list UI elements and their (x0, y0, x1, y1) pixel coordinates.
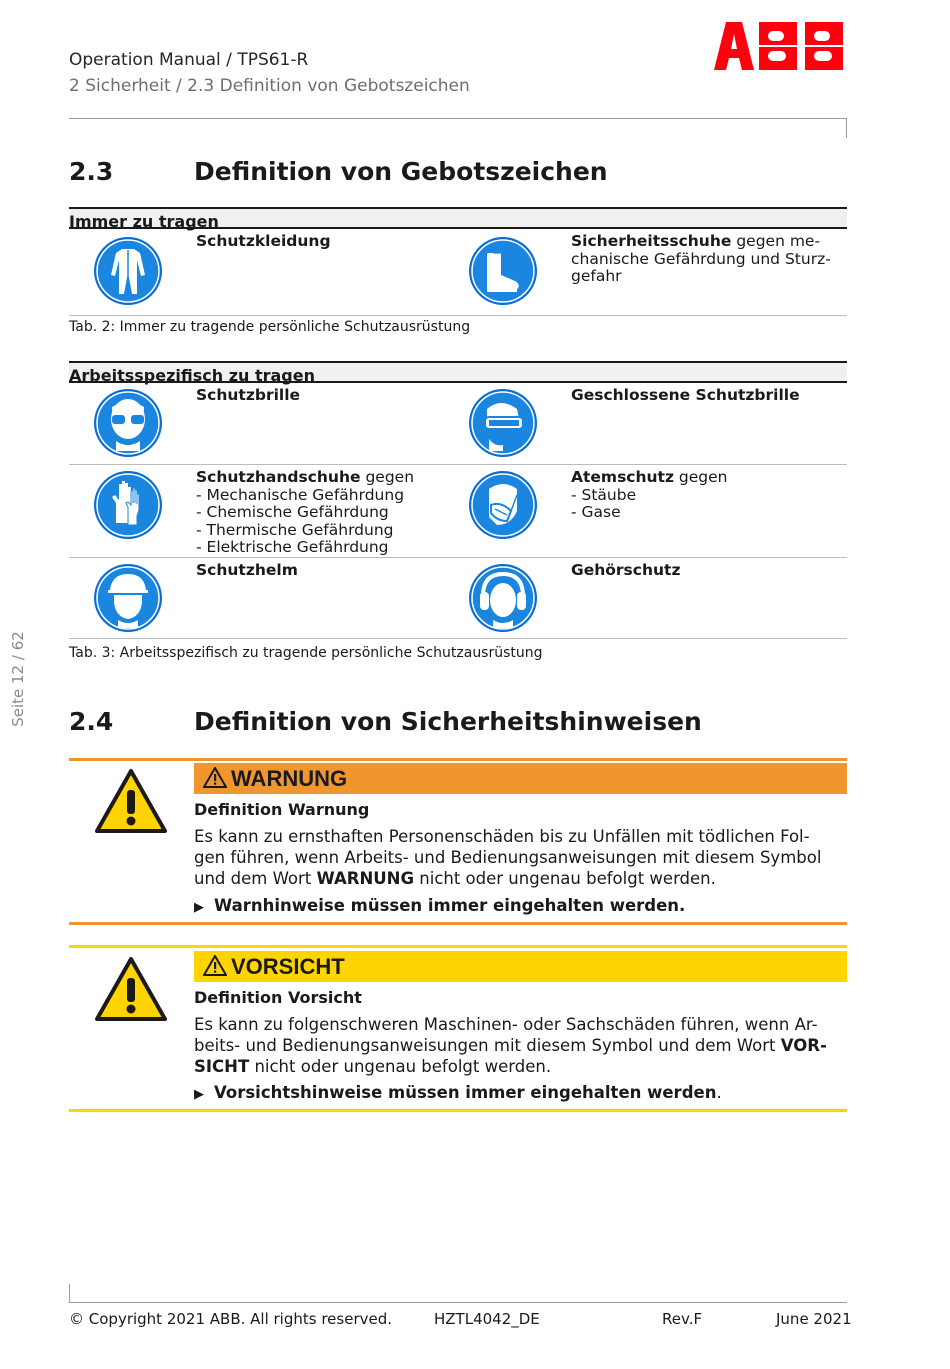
header-rule (69, 118, 847, 119)
caution-note: ▶ Vorsichtshinweise müssen immer eingehalten werden. (194, 1083, 722, 1102)
table-row (69, 465, 847, 558)
table-row (69, 383, 847, 465)
abb-logo (712, 22, 846, 70)
warning-banner (194, 763, 847, 794)
revision: Rev.F (662, 1310, 703, 1328)
ppe-table-always (69, 207, 847, 316)
helmet-icon (94, 564, 162, 632)
bullet-arrow-icon: ▶ (194, 900, 204, 915)
item-label: Schutzkleidung (196, 232, 331, 250)
publication-date: June 2021 (776, 1310, 852, 1328)
protective-clothing-icon (94, 237, 162, 305)
breadcrumb: 2 Sicherheit / 2.3 Definition von Gebotszeichen (69, 76, 470, 96)
footer-tick (69, 1284, 70, 1303)
caution-top-rule (69, 945, 847, 948)
item-label: Atemschutz gegen - Stäube - Gase (571, 468, 728, 521)
warning-label: WARNUNG (231, 766, 348, 791)
ppe-table-task (69, 361, 847, 639)
manual-title: Operation Manual / TPS61-R (69, 50, 309, 70)
item-label: Sicherheitsschuhe gegen me- chanische Gefährdung und Sturz- gefahr (571, 232, 831, 285)
safety-glasses-icon (94, 389, 162, 457)
item-label: Schutzbrille (196, 386, 301, 404)
safety-shoes-icon (469, 237, 537, 305)
goggles-icon (469, 389, 537, 457)
warning-bottom-rule (69, 922, 847, 925)
item-label: Geschlossene Schutzbrille (571, 386, 800, 404)
table-heading: Immer zu tragen (69, 207, 847, 229)
table-row (69, 229, 847, 316)
caution-definition-body: Es kann zu folgenschweren Maschinen- oder Sachschäden führen, wenn Ar- beits- und Bedienungsanweisungen mit diesem Symbol und dem Wort VOR- SICHT nicht oder ungenau befolgt werden. (194, 1015, 827, 1076)
section-title: Definition von Sicherheitshinweisen (194, 707, 702, 736)
ear-protection-icon (469, 564, 537, 632)
item-label: Schutzhandschuhe gegen - Mechanische Gefährdung - Chemische Gefährdung - Thermische Gefährdung - Elektrische Gefährdung (196, 468, 415, 556)
item-label: Schutzhelm (196, 561, 298, 579)
warning-definition-title: Definition Warnung (194, 800, 370, 819)
caution-small-icon (203, 955, 227, 976)
header-tick (846, 118, 847, 138)
caution-label: VORSICHT (231, 954, 345, 979)
warning-small-icon (203, 767, 227, 788)
warning-top-rule (69, 758, 847, 761)
warning-definition-body: Es kann zu ernsthaften Personenschäden bis zu Unfällen mit tödlichen Fol- gen führen, wenn Arbeits- und Bedienungsanweisungen mit diesem Symbol und dem Wort WARNUNG nicht oder ungenau befolgt werden. (194, 827, 822, 888)
copyright: © Copyright 2021 ABB. All rights reserved. (69, 1310, 393, 1328)
table-heading: Arbeitsspezifisch zu tragen (69, 361, 847, 383)
caution-banner (194, 951, 847, 982)
warning-note: ▶ Warnhinweise müssen immer eingehalten werden. (194, 896, 686, 915)
table-caption: Tab. 3: Arbeitsspezifisch zu tragende persönliche Schutzausrüstung (69, 645, 543, 661)
document-id: HZTL4042_DE (434, 1310, 540, 1328)
caution-definition-title: Definition Vorsicht (194, 988, 362, 1007)
caution-triangle-icon (95, 956, 167, 1022)
item-label: Gehörschutz (571, 561, 681, 579)
section-title: Definition von Gebotszeichen (194, 157, 608, 186)
gloves-icon (94, 471, 162, 539)
respirator-icon (469, 471, 537, 539)
warning-triangle-icon (95, 768, 167, 834)
page-indicator: Seite 12 / 62 (8, 631, 27, 727)
table-row (69, 558, 847, 639)
caution-bottom-rule (69, 1109, 847, 1112)
section-number: 2.3 (69, 157, 114, 186)
bullet-arrow-icon: ▶ (194, 1087, 204, 1102)
table-caption: Tab. 2: Immer zu tragende persönliche Schutzausrüstung (69, 319, 471, 335)
section-number: 2.4 (69, 707, 114, 736)
footer-rule (69, 1302, 847, 1303)
